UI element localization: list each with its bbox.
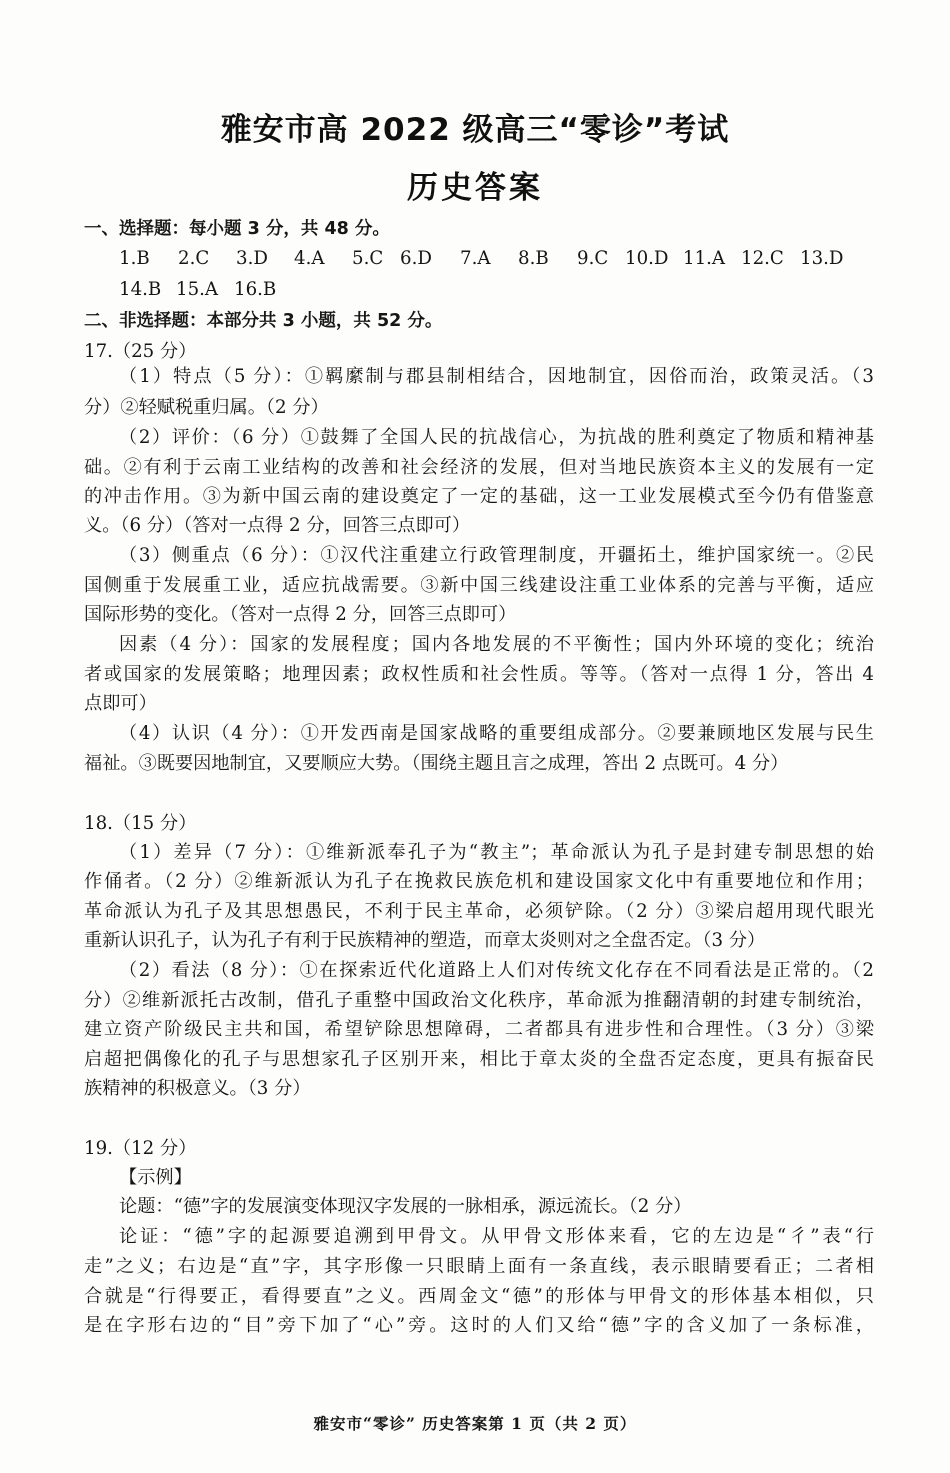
mcq-answer: 16.B bbox=[234, 279, 277, 300]
mcq-answer: 15.A bbox=[176, 279, 219, 300]
answer-line: （2）看法（8 分）：①在探索近代化道路上人们对传统文化存在不同看法是正常的。（2 bbox=[119, 960, 874, 981]
answer-line: 义。（6 分）（答对一点得 2 分，回答三点即可） bbox=[84, 515, 471, 536]
answer-line: 分）②轻赋税重归属。（2 分） bbox=[84, 397, 329, 418]
mcq-answer: 12.C bbox=[741, 248, 784, 269]
answer-line: 国侧重于发展重工业，适应抗战需要。③新中国三线建设注重工业体系的完善与平衡，适应 bbox=[84, 575, 874, 596]
mcq-answer: 11.A bbox=[683, 248, 726, 269]
answer-line: 论题：“德”字的发展演变体现汉字发展的一脉相承，源远流长。（2 分） bbox=[119, 1196, 692, 1217]
section2-heading: 二、非选择题：本部分共 3 小题，共 52 分。 bbox=[84, 311, 443, 331]
mcq-answer: 2.C bbox=[178, 248, 210, 269]
answer-line: 走”之义；右边是“直”字，其字形像一只眼睛上面有一条直线，表示眼睛要看正；二者相 bbox=[84, 1256, 874, 1277]
answer-line: 启超把偶像化的孔子与思想家孔子区别开来，相比于章太炎的全盘否定态度，更具有振奋民 bbox=[84, 1049, 874, 1070]
mcq-answer: 3.D bbox=[236, 248, 268, 269]
section1-heading: 一、选择题：每小题 3 分，共 48 分。 bbox=[84, 219, 390, 239]
answer-line: 点即可） bbox=[84, 693, 157, 714]
answer-line: （1）差异（7 分）：①维新派奉孔子为“教主”；革命派认为孔子是封建专制思想的始 bbox=[119, 842, 874, 863]
question-18-label: 18.（15 分） bbox=[84, 813, 197, 834]
mcq-answer: 5.C bbox=[352, 248, 384, 269]
answer-line: 础。②有利于云南工业结构的改善和社会经济的发展，但对当地民族资本主义的发展有一定 bbox=[84, 457, 874, 478]
answer-line: 重新认识孔子，认为孔子有利于民族精神的塑造，而章太炎则对之全盘否定。（3 分） bbox=[84, 930, 766, 951]
mcq-answer: 13.D bbox=[800, 248, 844, 269]
answer-line: 革命派认为孔子及其思想愚民，不利于民主革命，必须铲除。（2 分）③梁启超用现代眼光 bbox=[84, 901, 874, 922]
answer-line: （4）认识（4 分）：①开发西南是国家战略的重要组成部分。②要兼顾地区发展与民生 bbox=[119, 723, 874, 744]
answer-line: 作俑者。（2 分）②维新派认为孔子在挽救民族危机和建设国家文化中有重要地位和作用； bbox=[84, 871, 874, 892]
page-title: 雅安市高 2022 级高三“零诊”考试 bbox=[220, 112, 730, 148]
mcq-answer: 4.A bbox=[294, 248, 325, 269]
page-subtitle: 历史答案 bbox=[407, 170, 543, 206]
page-footer: 雅安市“零诊” 历史答案第 1 页（共 2 页） bbox=[313, 1414, 637, 1433]
answer-line: 合就是“行得要正，看得要直”之义。西周金文“德”的形体与甲骨文的形体基本相似，只 bbox=[84, 1286, 874, 1307]
answer-line: 者或国家的发展策略；地理因素；政权性质和社会性质。等等。（答对一点得 1 分，答出 4 bbox=[84, 664, 874, 685]
mcq-answer: 14.B bbox=[119, 279, 162, 300]
question-19-label: 19.（12 分） bbox=[84, 1138, 197, 1159]
answer-line: （1）特点（5 分）：①羁縻制与郡县制相结合，因地制宜，因俗而治，政策灵活。（3 bbox=[119, 366, 874, 387]
mcq-answer: 6.D bbox=[400, 248, 432, 269]
mcq-answer: 9.C bbox=[577, 248, 609, 269]
answer-line: 是在字形右边的“目”旁下加了“心”旁。这时的人们又给“德”字的含义加了一条标准， bbox=[84, 1315, 874, 1336]
mcq-answer: 7.A bbox=[460, 248, 491, 269]
answer-line: 论证：“德”字的起源要追溯到甲骨文。从甲骨文形体来看，它的左边是“彳”表“行 bbox=[119, 1226, 874, 1247]
answer-line: 建立资产阶级民主共和国，希望铲除思想障碍，二者都具有进步性和合理性。（3 分）③梁 bbox=[84, 1019, 874, 1040]
answer-line: （2）评价：（6 分）①鼓舞了全国人民的抗战信心，为抗战的胜利奠定了物质和精神基 bbox=[119, 427, 874, 448]
answer-line: 因素（4 分）：国家的发展程度；国内各地发展的不平衡性；国内外环境的变化；统治 bbox=[119, 634, 874, 655]
answer-line: 的冲击作用。③为新中国云南的建设奠定了一定的基础，这一工业发展模式至今仍有借鉴意 bbox=[84, 486, 874, 507]
mcq-answer: 10.D bbox=[625, 248, 669, 269]
answer-line: 福祉。③既要因地制宜，又要顺应大势。（围绕主题且言之成理，答出 2 点既可。4 分） bbox=[84, 753, 789, 774]
answer-line: 国际形势的变化。（答对一点得 2 分，回答三点即可） bbox=[84, 604, 517, 625]
answer-line: 族精神的积极意义。（3 分） bbox=[84, 1078, 311, 1099]
mcq-answer: 1.B bbox=[119, 248, 150, 269]
mcq-answer: 8.B bbox=[518, 248, 549, 269]
answer-line: （3）侧重点（6 分）：①汉代注重建立行政管理制度，开疆拓土，维护国家统一。②民 bbox=[119, 545, 874, 566]
question-17-label: 17.（25 分） bbox=[84, 341, 197, 362]
example-tag: 【示例】 bbox=[119, 1167, 192, 1188]
answer-line: 分）②维新派托古改制，借孔子重整中国政治文化秩序，革命派为推翻清朝的封建专制统治， bbox=[84, 990, 874, 1011]
